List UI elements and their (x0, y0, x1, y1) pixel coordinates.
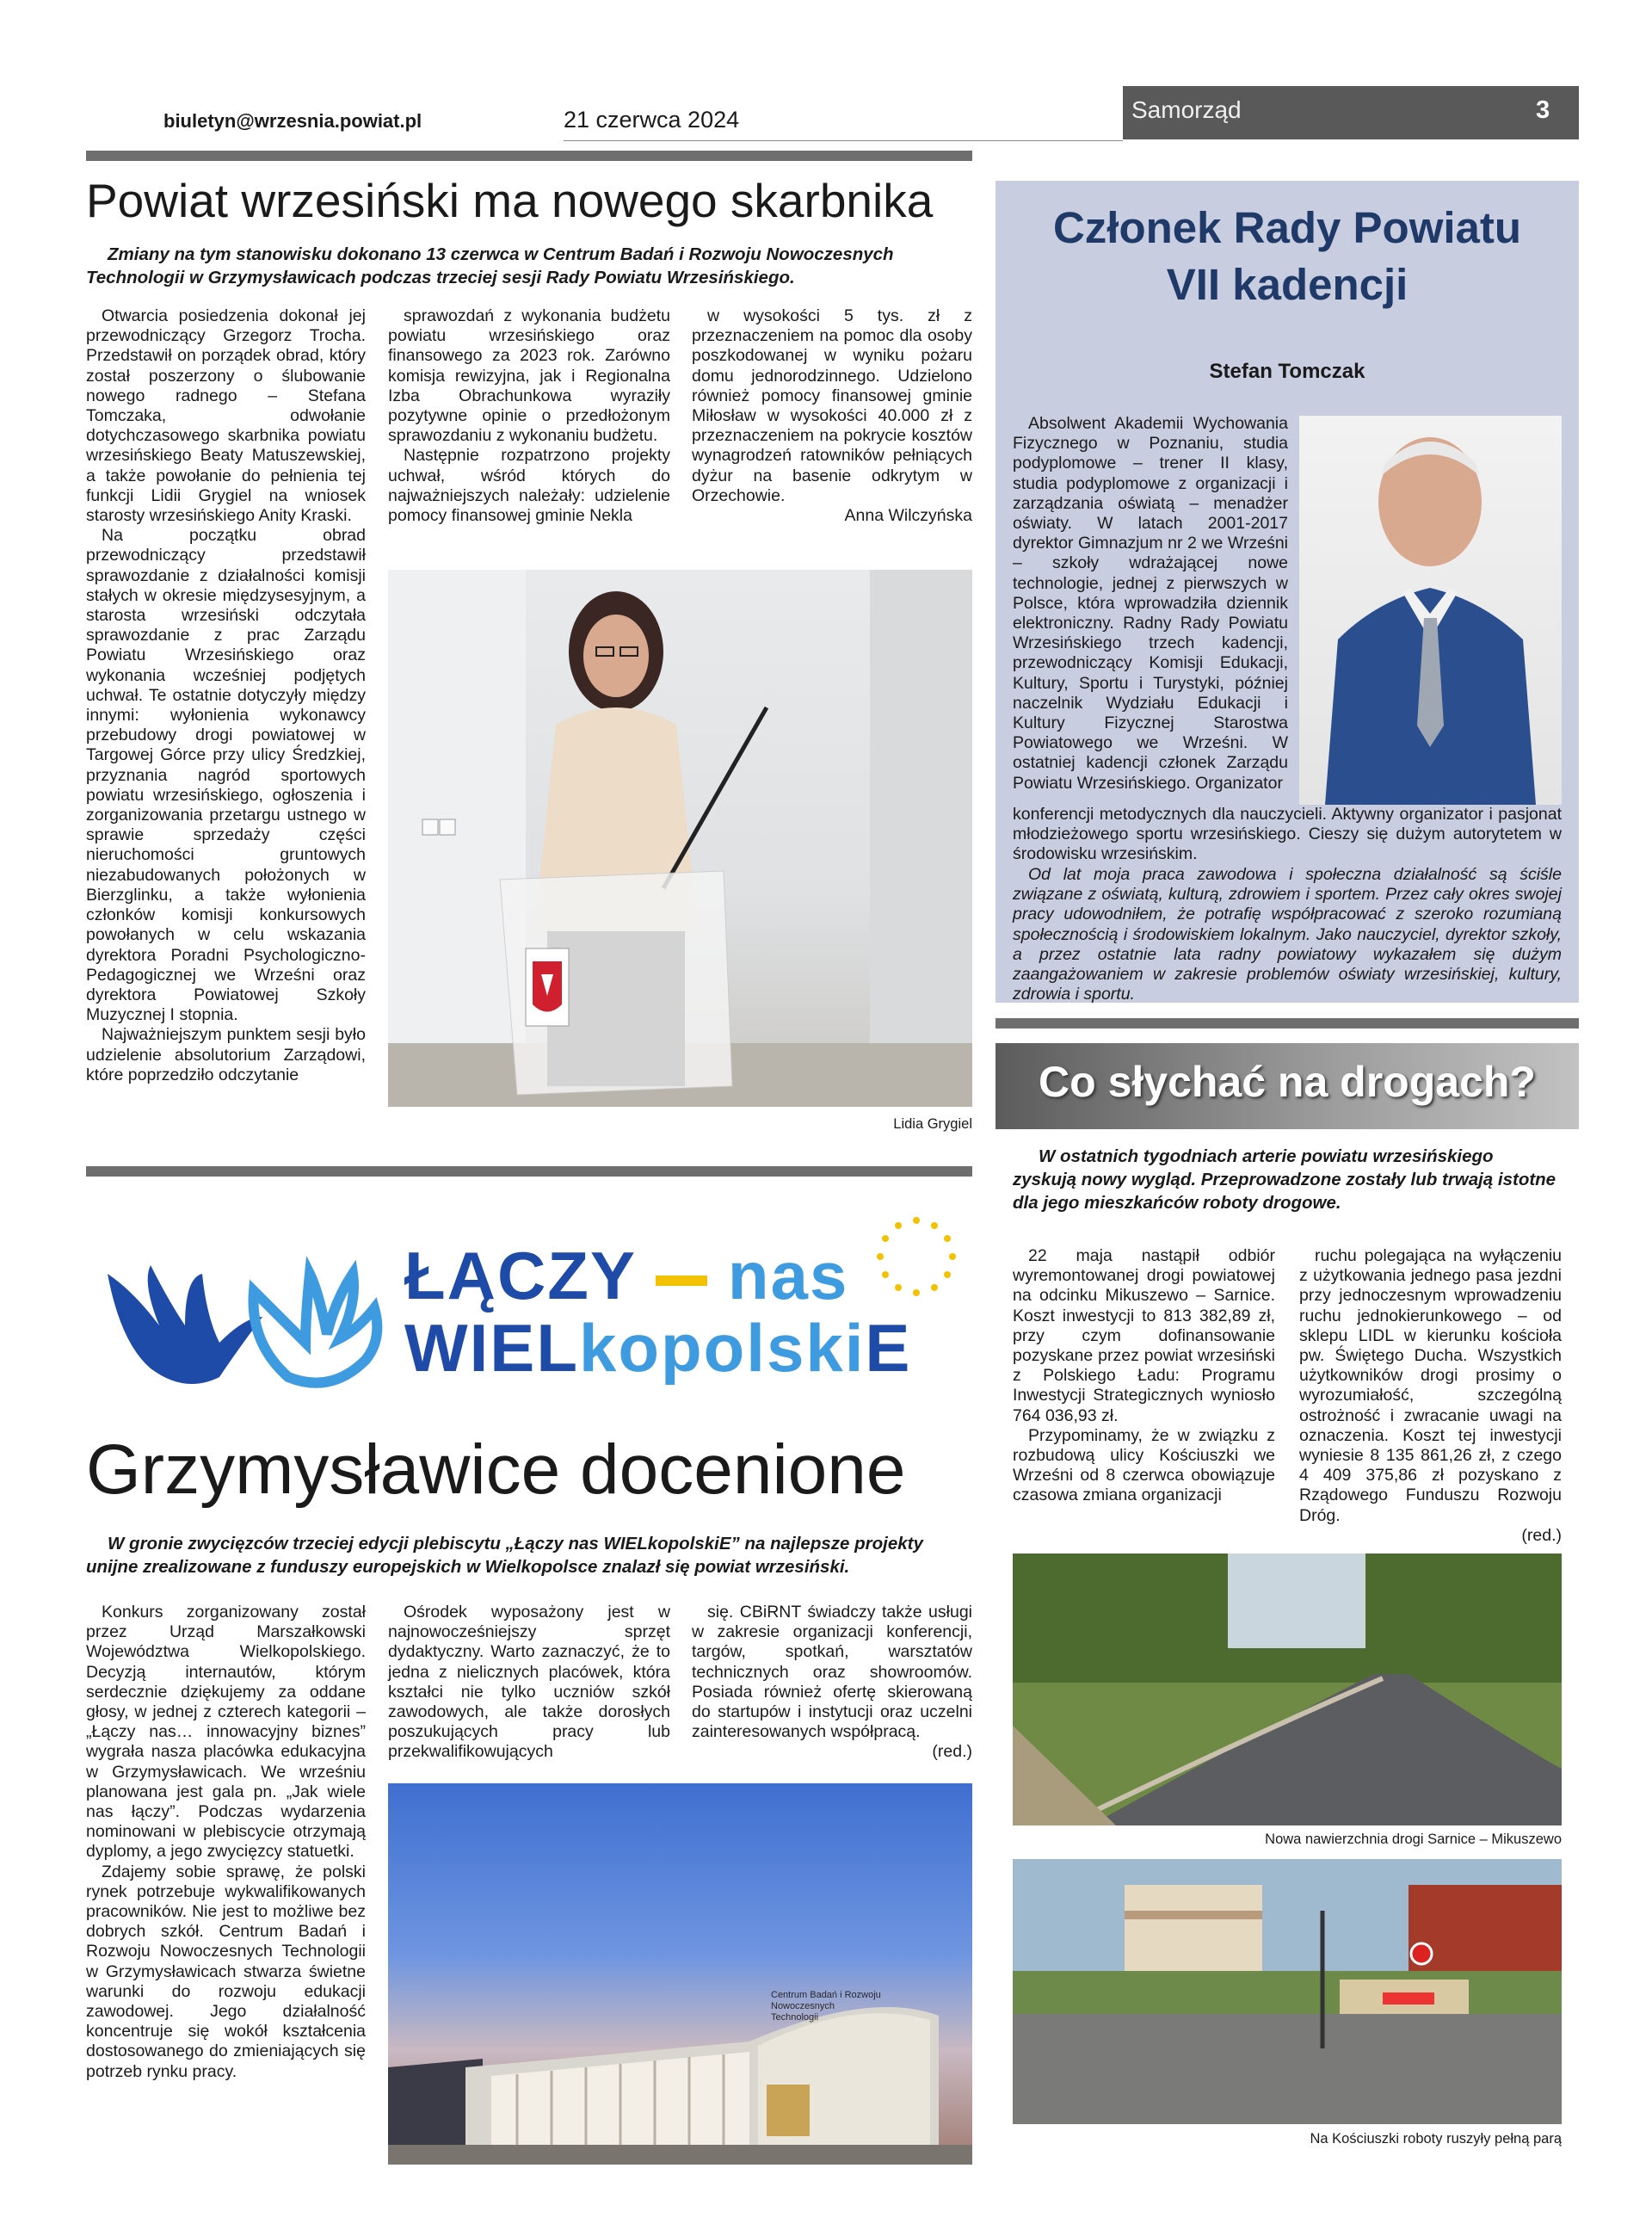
header-section-label: Samorząd (1131, 96, 1242, 123)
article2-title: Grzymysławice docenione (86, 1430, 906, 1509)
speaker-photo (388, 570, 972, 1107)
profile-title (996, 200, 1579, 313)
article-author: Anna Wilczyńska (844, 506, 972, 526)
building-sign: Centrum Badań i Rozwoju Nowoczesnych Technologii (771, 1990, 881, 2023)
logo-line-2 (404, 1312, 911, 1384)
road-illustration-2 (1013, 1859, 1562, 2124)
paragraph: sprawozdań z wykonania budżetu powiatu wrzesińskiego oraz finansowego za 2023 rok. Zarówno komisja rewizyjna, jak i Regionalna Izba Obrachunkowa wyraziły pozytywne opinie o przedłożonym sprawozdaniu z wykonaniu budżetu. (388, 306, 670, 446)
paragraph: 22 maja nastąpił odbiór wyremontowanej drogi powiatowej na odcinku Mikuszewo – Sarnice. Koszt inwestycji to 813 382,89 zł, przy czym dofinansowanie pozyskane przez powiat wrzesiński z Polskiego Ładu: Programu Inwestycji Strategicznych wyniosło 764 036,93 zł. (1013, 1246, 1275, 1425)
paragraph: Najważniejszym punktem sesji było udzielenie absolutorium Zarządowi, które poprzedziło odczytanie (86, 1025, 366, 1084)
article2-lead: W gronie zwycięzców trzeciej edycji plebiscytu „Łączy nas WIELkopolskiE” na najlepsze projekty unijne zrealizowane z funduszy europejskich w Wielkopolsce znalazł się powiat wrzesiński. (86, 1534, 923, 1577)
road-photo-2-caption: Na Kościuszki roboty ruszyły pełną parą (1310, 2131, 1562, 2147)
portrait-illustration (1299, 416, 1562, 805)
building-photo (388, 1783, 972, 2165)
profile-body-continued: konferencji metodycznych dla nauczycieli. Aktywny organizator i pasjonat młodzieżowego sportu wrzesińskiego. Cieszy się dużym autorytetem w środowisku wrzesińskim. (1013, 805, 1562, 864)
logo-word: kopolski (578, 1310, 866, 1386)
logo-word: nas (727, 1238, 849, 1313)
paragraph: Na początku obrad przewodniczący przedstawił sprawozdanie z działalności komisji stałych w okresie międzysesyjnym, a starosta wrzesiński odczytała sprawozdanie z prac Zarządu Powiatu Wrzesińskiego oraz wykonania wcześniej podjętych uchwał. Te ostatnie dotyczyły między innymi: wyłonienia wykonawcy przebudowy drogi powiatowej w Targowej Górce przy ulicy Średzkiej, przyznania nagród sportowych powiatu wrzesińskiego, ogłoszenia i zorganizowania przetargu ustnego w sprawie sprzedaży części nieruchomości gruntowych niezabudowanych położonych w Bierzglinku, a także wyłonienia członków komisji konkursowych powołanych w celu wskazania dyrektora Poradni Psychologiczno-Pedagogicznej we Wrześni oraz dyrektora Powiatowej Szkoły Muzycznej I stopnia. (86, 526, 366, 1025)
logo-word: E (865, 1310, 912, 1386)
profile-title-line: VII kadencji (1166, 260, 1409, 309)
article2-column-2 (388, 1603, 670, 1763)
article-column-1 (86, 306, 366, 1085)
roads-column-2 (1299, 1246, 1562, 1546)
roads-title: Co słychać na drogach? (1039, 1058, 1536, 1106)
profile-title-line: Członek Rady Powiatu (1052, 203, 1522, 252)
paragraph: Przypominamy, że w związku z rozbudową ulicy Kościuszki we Wrześni od 8 czerwca obowiązuje czasowa zmiana organizacji (1013, 1425, 1275, 1505)
road-illustration-1 (1013, 1554, 1562, 1825)
road-photo-2 (1013, 1859, 1562, 2124)
section-rule (996, 1018, 1579, 1029)
profile-quote: Od lat moja praca zawodowa i społeczna działalność są ściśle związane z oświatą, kulturą, zdrowiem i sportem. Przez cały okres swojej pracy udowodniłem, że potrafię współpracować z szeroko rozumianą społecznością i środowiskiem lokalnym. Jako nauczyciel, dyrektor szkoły, a przez ostatnie lata radny powiatowy wykazałem się dużym zaangażowaniem w zakresie problemów oświaty wrzesińskiej, kultury, zdrowia i sportu. (1013, 865, 1562, 1004)
paragraph: Zdajemy sobie sprawę, że polski rynek potrzebuje wykwalifikowanych pracowników. Nie jest to możliwe bez dobrych szkół. Centrum Badań i Rozwoju Nowoczesnych Technologii w Grzymysławicach stwarza świetne warunki do rozwoju edukacji zawodowej. Jego działalność koncentruje się wokół kształcenia dostosowanego do zmieniających się potrzeb rynku pracy. (86, 1862, 366, 2081)
profile-name: Stefan Tomczak (1209, 360, 1365, 383)
article-column-3 (692, 306, 972, 526)
roads-column-1 (1013, 1246, 1275, 1506)
header-email: biuletyn@wrzesnia.powiat.pl (163, 110, 422, 132)
article2-column-1 (86, 1603, 366, 2082)
paragraph: w wysokości 5 tys. zł z przeznaczeniem na pomoc dla osoby poszkodowanej w wyniku pożaru domu jednorodzinnego. Udzielono również pomocy finansowej gminie Miłosław w wysokości 40.000 zł z przeznaczeniem na pokrycie kosztów wynagrodzeń ratowników pełniących dyżur na basenie odkrytym w Orzechowie. (692, 306, 972, 505)
article2-signature: (red.) (932, 1742, 972, 1762)
photo-caption: Lidia Grygiel (893, 1116, 972, 1132)
roads-signature: (red.) (1521, 1525, 1562, 1545)
portrait-photo (1299, 416, 1562, 805)
road-photo-1 (1013, 1554, 1562, 1825)
paragraph: ruchu polegająca na wyłączeniu z użytkowania jednego pasa jezdni przy jednoczesnym wprowadzeniu ruchu jednokierunkowego – od sklepu LIDL w kierunku kościoła pw. Świętego Ducha. Wszystkich użytkowników drogi prosimy o wyrozumiałość, szczególną ostrożność i zwracanie uwagi na oznaczenia. Koszt tej inwestycji wyniesie 8 135 861,26 zł, z czego 4 409 375,86 zł pozyskano z Rządowego Funduszu Rozwoju Dróg. (1299, 1246, 1562, 1525)
logo-line-1 (404, 1239, 911, 1312)
paragraph: się. CBiRNT świadczy także usługi w zakresie organizacji konferencji, targów, spotkań, warsztatów technicznych oraz showroomów. Posiada również ofertę skierowaną do startupów i instytucji oraz uczelni zainteresowanych współpracą. (692, 1603, 972, 1742)
article2-column-3 (692, 1603, 972, 1763)
logo-underscore (656, 1276, 707, 1286)
building-illustration (388, 1783, 972, 2165)
profile-body (1013, 414, 1288, 794)
road-photo-1-caption: Nowa nawierzchnia drogi Sarnice – Mikuszewo (1265, 1832, 1562, 1847)
section-rule (86, 1166, 972, 1177)
article-column-2 (388, 306, 670, 526)
campaign-logo (404, 1239, 911, 1384)
page-number: 3 (1536, 96, 1550, 124)
section-rule (86, 151, 972, 161)
speaker-illustration (388, 570, 972, 1107)
article-title: Powiat wrzesiński ma nowego skarbnika (86, 174, 934, 227)
logo-word: WIEL (404, 1310, 579, 1386)
profile-body-text: Absolwent Akademii Wychowania Fizycznego w Poznaniu, studia podyplomowe – trener II klasy, studia podyplomowe z organizacji i zarządzania oświatą – menadżer oświaty. W latach 2001-2017 dyrektor Gimnazjum nr 2 we Wrześni – szkoły wdrażającej nowe technologie, jednej z pierwszych w Polsce, która wprowadziła dziennik elektroniczny. Radny Rady Powiatu Wrzesińskiego trzech kadencji, przewodniczący Komisji Edukacji, Kultury, Sportu i Turystyki, później naczelnik Wydziału Edukacji i Kultury Fizycznej Starostwa Powiatowego we Wrześni. W ostatniej kadencji członek Zarządu Powiatu Wrzesińskiego. Organizator (1013, 414, 1288, 793)
article-lead: Zmiany na tym stanowisku dokonano 13 czerwca w Centrum Badań i Rozwoju Nowoczesnych Technologii w Grzymysławicach podczas trzeciej sesji Rady Powiatu Wrzesińskiego. (86, 244, 894, 287)
logo-word: ŁĄCZY (404, 1238, 636, 1313)
eu-stars-icon (873, 1214, 959, 1300)
paragraph: Konkurs zorganizowany został przez Urząd Marszałkowski Województwa Wielkopolskiego. Decyzją internautów, którym serdecznie dziękujemy za oddane głosy, w jednej z czterech kategorii – „Łączy nas… innowacyjny biznes” wygrała nasza placówka edukacyjna w Grzymysławicach. We wrześniu planowana jest gala pn. „Jak wiele nas łączy”. Podczas wydarzenia nominowani w plebiscycie otrzymają dyplomy, a jego zwycięzcy statuetki. (86, 1603, 366, 1862)
hands-logo-icon (99, 1257, 383, 1394)
header-date: 21 czerwca 2024 (564, 107, 740, 133)
paragraph: Otwarcia posiedzenia dokonał jej przewodniczący Grzegorz Trocha. Przedstawił on porządek obrad, który został poszerzony o ślubowanie nowego radnego – Stefana Tomczaka, odwołanie dotychczasowego skarbnika powiatu wrzesińskiego Beaty Matuszewskiej, a także powołanie do pełnienia tej funkcji Lidii Grygiel na wniosek starosty wrzesińskiego Anity Kraski. (86, 306, 366, 526)
roads-lead: W ostatnich tygodniach arterie powiatu wrzesińskiego zyskują nowy wygląd. Przeprowadzone zostały lub trwają istotne dla jego mieszkańców roboty drogowe. (1013, 1146, 1556, 1213)
header-divider (564, 140, 1123, 141)
paragraph: Następnie rozpatrzono projekty uchwał, wśród których do najważniejszych należały: udzielenie pomocy finansowej gminie Nekla (388, 446, 670, 526)
paragraph: Ośrodek wyposażony jest w najnowocześniejszy sprzęt dydaktyczny. Warto zaznaczyć, że to jedna z nielicznych placówek, która kształci nie tylko uczniów szkół zawodowych, ale także dorosłych poszukujących pracy lub przekwalifikowujących (388, 1603, 670, 1762)
